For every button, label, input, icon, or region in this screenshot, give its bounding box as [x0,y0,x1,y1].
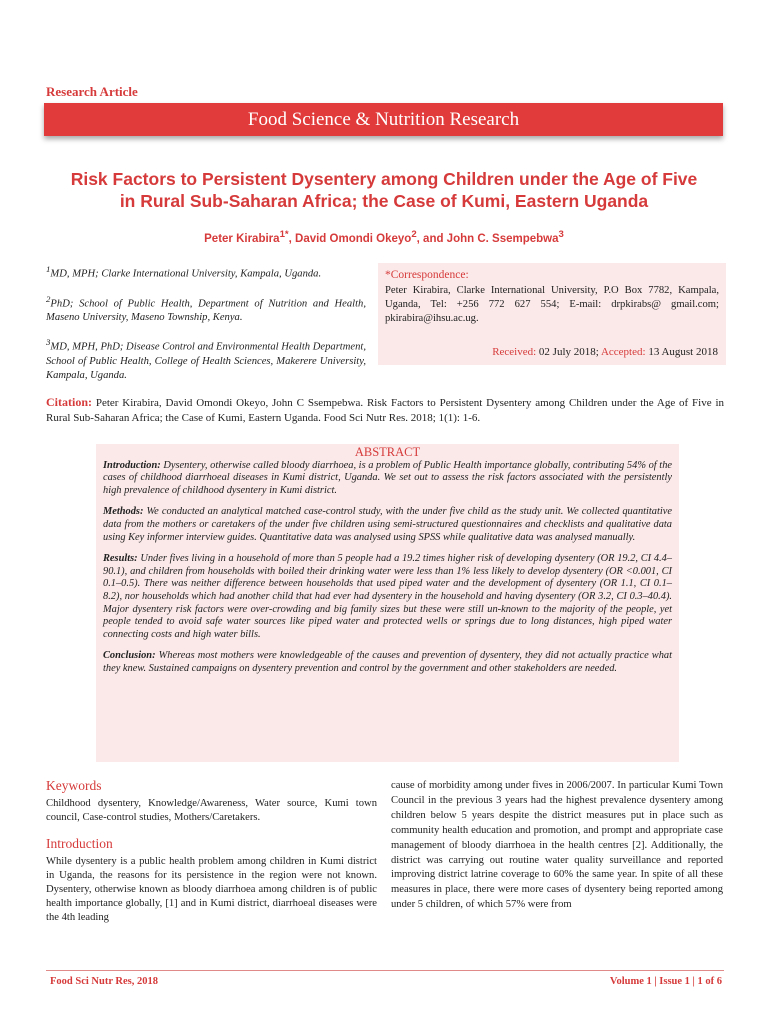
right-column [391,779,723,913]
abstract-conclusion [103,650,672,675]
abstract-text: Under fives living in a household of more than 5 people had a 19.2 times higher risk of developing dysentery (OR 19.2, CI 4.4–90.1), and children from households with boiled their drinking water were less than 1% less likely to develop dysentery (OR <0.001, CI 0.1–0.5). There was neither difference between households that used piped water and the development of dysentery (OR 1.1, CI 0.1–8.2), nor households which had another child that had ever had dysentery in the household and having dysentery (OR 3.2, CI 0.3–40.4). Major dysentery risk factors were over-crowding and big family sizes but these were still un-known to the majority of the people, yet people tended to avoid safe water sources like piped water and protected wells or springs due to long distances, high piped water connecting costs and high water bills. [103,553,672,640]
introduction-heading: Introduction [46,836,113,851]
author-name: Peter Kirabira [204,232,280,245]
abstract-label: Methods: [103,506,144,518]
affiliation-text: MD, MPH; Clarke International University, Kampala, Uganda. [50,268,322,280]
author-name: , and John C. Ssempebwa [416,232,559,245]
citation-text: Peter Kirabira, David Omondi Okeyo, John C Ssempebwa. Risk Factors to Persistent Dysentery among Children under the Age of Five in Rural Sub-Saharan Africa; the Case of Kumi, Eastern Uganda. Food Sci Nutr Res. 2018; 1(1): 1-6. [46,397,724,424]
accepted-date: 13 August 2018 [645,346,718,358]
abstract-label: Introduction: [103,459,161,471]
footer-journal: Food Sci Nutr Res, 2018 [50,976,159,987]
footer-divider [46,970,724,971]
affiliation-2 [46,292,366,326]
introduction-text-right: cause of morbidity among under fives in 2006/2007. In particular Kumi Town Council in the previous 3 years had the highest prevalence dysentery among children below 5 years despite the district measures put in place such as community health education and promotion, and prompt and appropriate case management of bloody diarrhoea in the health centres [2]. Additionally, the district was carrying out routine water quality surveillance and reported improving district latrine coverage to 60% the same year. In spite of all these measures in place, there were more cases of dysentery being reported among under 5 children, of which 57% were from [391,780,723,911]
correspondence-text: Peter Kirabira, Clarke International University, P.O Box 7782, Kampala, Uganda, Tel: +256 772 627 554; E-mail: drpkirabs@ gmail.com; pkirabira@ihsu.ac.ug. [385,285,719,324]
keywords-heading: Keywords [46,778,102,793]
abstract-methods [103,506,672,544]
affiliation-3 [46,335,366,383]
paper-title [40,168,728,212]
received-date: 02 July 2018; [536,346,601,358]
abstract-text: Whereas most mothers were knowledgeable of the causes and prevention of dysentery, they did not actually practice what they knew. Sustained campaigns on dysentery prevention and control by the government and other stakeholders are needed. [103,650,672,674]
article-type: Research Article [46,84,138,99]
citation [46,395,724,426]
abstract-label: Conclusion: [103,650,156,662]
abstract-box [96,444,679,762]
introduction-text-left: While dysentery is a public health problem among children in Kumi district in Uganda, the reasons for its persistence in the region were not known. Dysentery, otherwise known as bloody diarrhoea among children is of public health importance globally, [1] and in Kumi district, diarrhoeal diseases were the 4th leading [46,856,377,923]
abstract-results [103,553,672,641]
affiliation-sup: 1 [46,264,51,274]
abstract-heading: ABSTRACT [354,445,421,459]
affiliation-sup: 3 [46,337,51,348]
accepted-label: Accepted: [600,346,646,358]
abstract-text: We conducted an analytical matched case-control study, with the under five child as the study unit. We collected quantitative data from the mothers or caretakers of the under five children using semi-structured questionnaires and checklists and qualitative data using Key informer interview guides. Quantitative data was analysed using SPSS while qualitative data was analysed manually. [103,506,672,543]
author-sup: 1* [279,229,289,240]
citation-label: Citation: [46,395,92,409]
keywords-text: Childhood dysentery, Knowledge/Awareness, Water source, Kumi town council, Case-control studies, Mothers/Caretakers. [46,798,377,823]
author-list [40,229,728,245]
author-name: , David Omondi Okeyo [288,232,412,245]
affiliation-text: PhD; School of Public Health, Department of Nutrition and Health, Maseno University, Maseno Township, Kenya. [46,298,366,324]
author-sup: 3 [558,229,564,240]
affiliations [46,262,366,393]
left-column [46,779,377,937]
received-label: Received: [492,346,537,358]
dates [378,345,718,359]
title-line-2: in Rural Sub-Saharan Africa; the Case of Kumi, Eastern Uganda [119,191,649,211]
abstract-introduction [103,460,672,498]
title-line-1: Risk Factors to Persistent Dysentery among Children under the Age of Five [70,169,698,189]
author-sup: 2 [411,229,417,240]
affiliation-1 [46,262,366,282]
correspondence-box [378,263,726,365]
abstract-text: Dysentery, otherwise called bloody diarrhoea, is a problem of Public Health importance globally, contributing 54% of the cases of childhood diarrhoeal diseases in Kumi district, Uganda. We set out to assess the risk factors associated with the persistently high prevalence of childhood dysentery in Kumi district. [103,459,672,496]
journal-banner: Food Science & Nutrition Research [44,103,723,136]
correspondence-heading: *Correspondence: [385,269,469,281]
affiliation-text: MD, MPH, PhD; Disease Control and Environmental Health Department, School of Public Health, College of Health Sciences, Makerere University, Kampala, Uganda. [46,341,366,381]
abstract-label: Results: [103,553,138,565]
affiliation-sup: 2 [46,293,51,304]
footer-page-info: Volume 1 | Issue 1 | 1 of 6 [609,976,722,987]
